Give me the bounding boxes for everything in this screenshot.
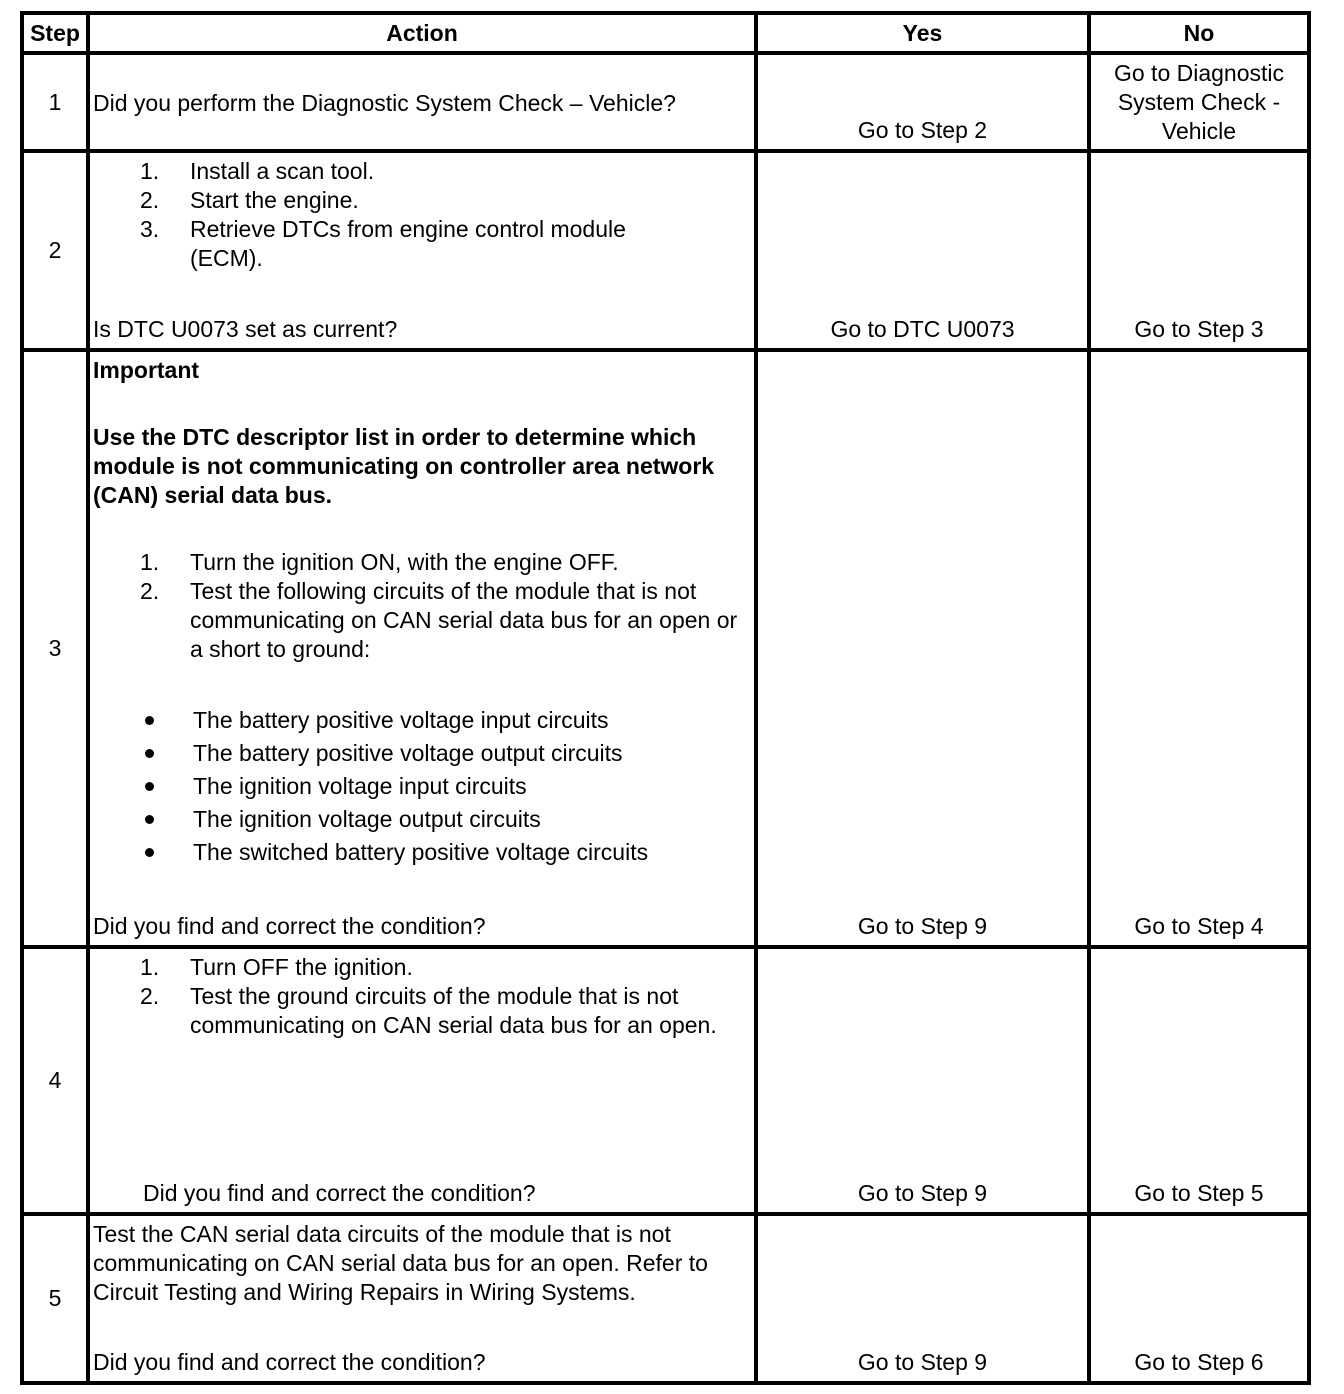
yes-cell: Go to Step 9 [756,350,1089,947]
important-note: Use the DTC descriptor list in order to determine which module is not communicating on controller area network (CAN) serial data bus. [93,424,715,508]
bullet-item: The switched battery positive voltage circuits [93,836,750,869]
bullet-item: The ignition voltage input circuits [93,770,750,803]
action-cell [88,53,756,151]
instruction-text: Test the CAN serial data circuits of the module that is not communicating on CAN serial data bus for an open. Refer to Circuit Testing and Wiring Repairs in Wiring Systems. [93,1221,708,1305]
yes-cell: Go to Step 9 [756,947,1089,1214]
list-item: 2. Test the ground circuits of the module that is not communicating on CAN serial data bus for an open. [140,983,717,1038]
no-cell: Go to Step 3 [1089,151,1309,350]
table-row [22,1214,1309,1383]
list-item: 1. Turn OFF the ignition. [140,954,413,980]
no-cell: Go to Step 4 [1089,350,1309,947]
no-cell: Go to Step 5 [1089,947,1309,1214]
step-number: 3 [22,350,88,947]
question-text: Did you find and correct the condition? [143,1180,536,1206]
important-title: Important [93,357,200,383]
yes-cell: Go to DTC U0073 [756,151,1089,350]
list-item: 2. Start the engine. [140,187,359,213]
step-number: 1 [22,53,88,151]
header-no: No [1089,13,1309,53]
instruction-list [93,953,750,1040]
question-text: Did you find and correct the condition? [93,1349,486,1375]
yes-cell: Go to Step 9 [756,1214,1089,1383]
question-text: Did you perform the Diagnostic System Check – Vehicle? [93,89,676,116]
no-cell: Go to Diagnostic System Check - Vehicle [1089,53,1309,151]
no-cell: Go to Step 6 [1089,1214,1309,1383]
bullet-icon [145,716,154,725]
action-cell [88,1214,756,1383]
instruction-list [93,157,750,273]
step-number: 4 [22,947,88,1214]
action-cell [88,350,756,947]
step-number: 5 [22,1214,88,1383]
instruction-list [93,548,750,664]
header-step: Step [22,13,88,53]
bullet-icon [145,782,154,791]
table-row [22,53,1309,151]
question-text: Did you find and correct the condition? [93,913,486,939]
header-action: Action [88,13,756,53]
circuit-bullet-list [93,704,750,869]
diagnostic-table [20,11,1311,1385]
list-item: 2. Test the following circuits of the module that is not communicating on CAN serial data bus for an open or a short to ground: [140,578,738,662]
list-item: 1. Install a scan tool. [140,158,375,184]
list-item: 3. Retrieve DTCs from engine control module (ECM). [140,216,626,271]
action-cell [88,151,756,350]
table-row [22,151,1309,350]
action-cell [88,947,756,1214]
bullet-icon [145,848,154,857]
yes-cell: Go to Step 2 [756,53,1089,151]
list-item: 1. Turn the ignition ON, with the engine OFF. [140,549,619,575]
question-text: Is DTC U0073 set as current? [93,316,398,342]
table-row [22,947,1309,1214]
bullet-item: The ignition voltage output circuits [93,803,750,836]
header-row [22,13,1309,53]
bullet-icon [145,749,154,758]
header-yes: Yes [756,13,1089,53]
bullet-item: The battery positive voltage input circuits [93,704,750,737]
bullet-icon [145,815,154,824]
step-number: 2 [22,151,88,350]
table-row [22,350,1309,947]
bullet-item: The battery positive voltage output circuits [93,737,750,770]
